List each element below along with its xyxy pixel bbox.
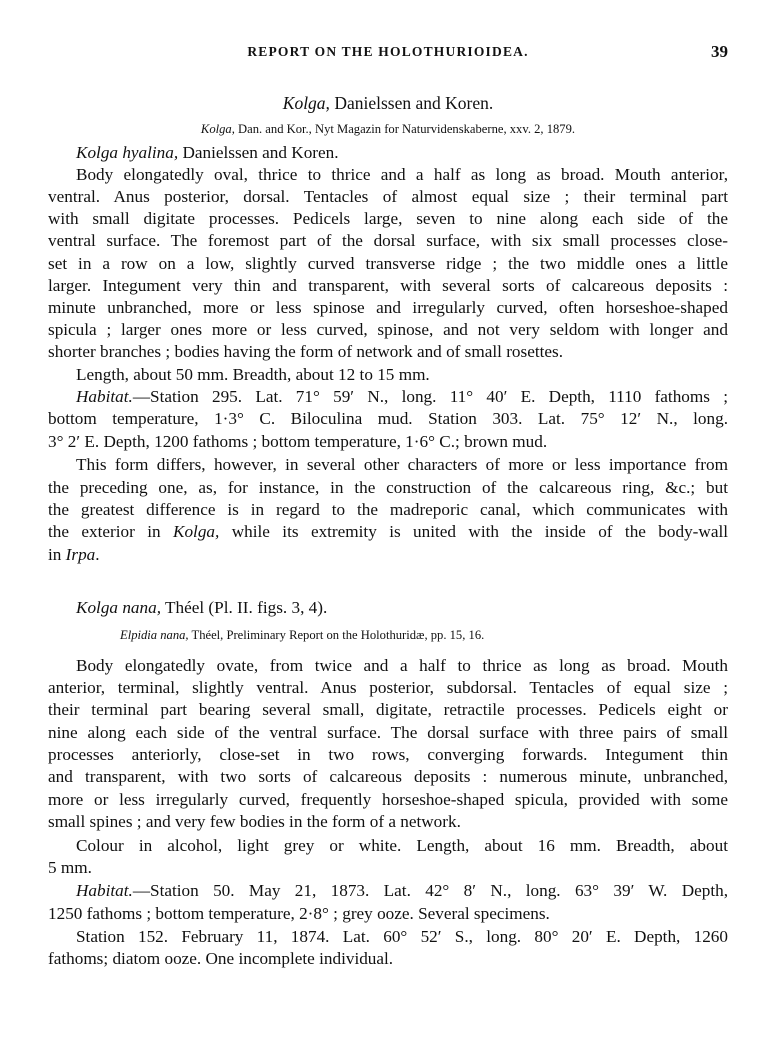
citation-genus: Kolga, (200, 122, 235, 136)
page-header (48, 44, 728, 66)
genus-italic: Kolga, (173, 522, 220, 541)
text-line: This form differs, however, in several other characters of more or less importance from (76, 455, 728, 474)
habitat-text: —Station 295. Lat. 71° 59′ N., long. 11° 40′ E. Depth, 1110 fathoms ; (132, 387, 728, 406)
text-line: 1250 fathoms ; bottom temperature, 2·8° ; grey ooze. Several specimens. (48, 904, 550, 923)
text-line: ventral. Anus posterior, dorsal. Tentacles of almost equal size ; their terminal part (48, 187, 728, 206)
text-line: anterior, terminal, slightly ventral. Anus posterior, subdorsal. Tentacles of equal size ; (48, 678, 728, 697)
text-fragment: the exterior in (48, 522, 173, 541)
habitat-line (48, 386, 728, 408)
genus-heading (48, 92, 728, 114)
citation-text: Dan. and Kor., Nyt Magazin for Naturvidenskaberne, xxv. 2, 1879. (234, 122, 576, 136)
text-line: their terminal part bearing several small, digitate, retractile processes. Pedicels eight or (48, 700, 728, 719)
species-name: Kolga hyalina, (76, 143, 179, 162)
text-line: with small digitate processes. Pedicels large, seven to nine along each side of the (48, 209, 728, 228)
text-line: Body elongatedly oval, thrice to thrice and a half as long as broad. Mouth anterior, (76, 165, 728, 184)
text-line: shorter branches ; bodies having the form of network and of small rosettes. (48, 342, 564, 361)
measurements: Length, about 50 mm. Breadth, about 12 to 15 mm. (76, 365, 430, 384)
genus-citation (48, 118, 728, 140)
running-title: REPORT ON THE HOLOTHURIOIDEA. (247, 44, 529, 59)
text-line: and transparent, with two sorts of calcareous deposits : numerous minute, unbranched, (48, 767, 728, 786)
text-line: fathoms; diatom ooze. One incomplete individual. (48, 949, 394, 968)
synonym-name: Elpidia nana, (120, 628, 189, 642)
genus-authors: Danielssen and Koren. (329, 93, 494, 113)
station-line: Station 152. February 11, 1874. Lat. 60° 52′ S., long. 80° 20′ E. Depth, 1260 (76, 927, 728, 946)
species-heading-hyalina (48, 142, 728, 164)
text-line (48, 544, 728, 566)
text-line: nine along each side of the ventral surface. The dorsal surface with three pairs of small (48, 723, 728, 742)
text-fragment: while its extremity is united with the inside of the body-wall (219, 522, 729, 541)
synonym-citation (48, 624, 776, 646)
text-fragment: in (48, 545, 66, 564)
species-heading-nana (48, 597, 728, 619)
text-line: Body elongatedly ovate, from twice and a half to thrice as long as broad. Mouth (76, 656, 728, 675)
text-line: set in a row on a low, slightly curved transverse ridge ; the two middle ones a little (48, 254, 728, 273)
text-line: bottom temperature, 1·3° C. Biloculina mud. Station 303. Lat. 75° 12′ N., long. (48, 409, 728, 428)
genus-name: Kolga, (282, 93, 330, 113)
text-line: processes anteriorly, close-set in two rows, converging forwards. Integument thin (48, 745, 728, 764)
text-line: the preceding one, as, for instance, in the construction of the calcareous ring, &c.; but (48, 478, 728, 497)
text-line: small spines ; and very few bodies in the form of a network. (48, 812, 461, 831)
text-line: larger. Integument very thin and transparent, with several sorts of calcareous deposits : (48, 276, 728, 295)
page-number: 39 (711, 42, 728, 61)
text-fragment: . (95, 545, 100, 564)
genus-italic: Irpa (65, 545, 96, 564)
text-line: 3° 2′ E. Depth, 1200 fathoms ; bottom temperature, 1·6° C.; brown mud. (48, 432, 548, 451)
habitat-label: Habitat. (76, 387, 133, 406)
text-line: the greatest difference is in regard to the madreporic canal, which communicates with (48, 500, 728, 519)
species-authors: Théel (Pl. II. figs. 3, 4). (161, 598, 328, 617)
habitat-text: —Station 50. May 21, 1873. Lat. 42° 8′ N., long. 63° 39′ W. Depth, (132, 881, 728, 900)
text-line: 5 mm. (48, 858, 92, 877)
species-name: Kolga nana, (76, 598, 161, 617)
text-line: more or less irregularly curved, frequently horseshoe-shaped spicula, provided with some (48, 790, 728, 809)
text-line: spicula ; larger ones more or less curved, spinose, and not very seldom with longer and (48, 320, 728, 339)
text-line: ventral surface. The foremost part of the dorsal surface, with six small processes close- (48, 231, 728, 250)
habitat-line (48, 880, 728, 902)
species-authors: Danielssen and Koren. (178, 143, 339, 162)
colour-line: Colour in alcohol, light grey or white. Length, about 16 mm. Breadth, about (76, 836, 728, 855)
synonym-text: Théel, Preliminary Report on the Holothuridæ, pp. 15, 16. (188, 628, 485, 642)
text-line: minute unbranched, more or less spinose and irregularly curved, often horseshoe-shaped (48, 298, 728, 317)
habitat-label: Habitat. (76, 881, 133, 900)
text-line (48, 521, 728, 543)
